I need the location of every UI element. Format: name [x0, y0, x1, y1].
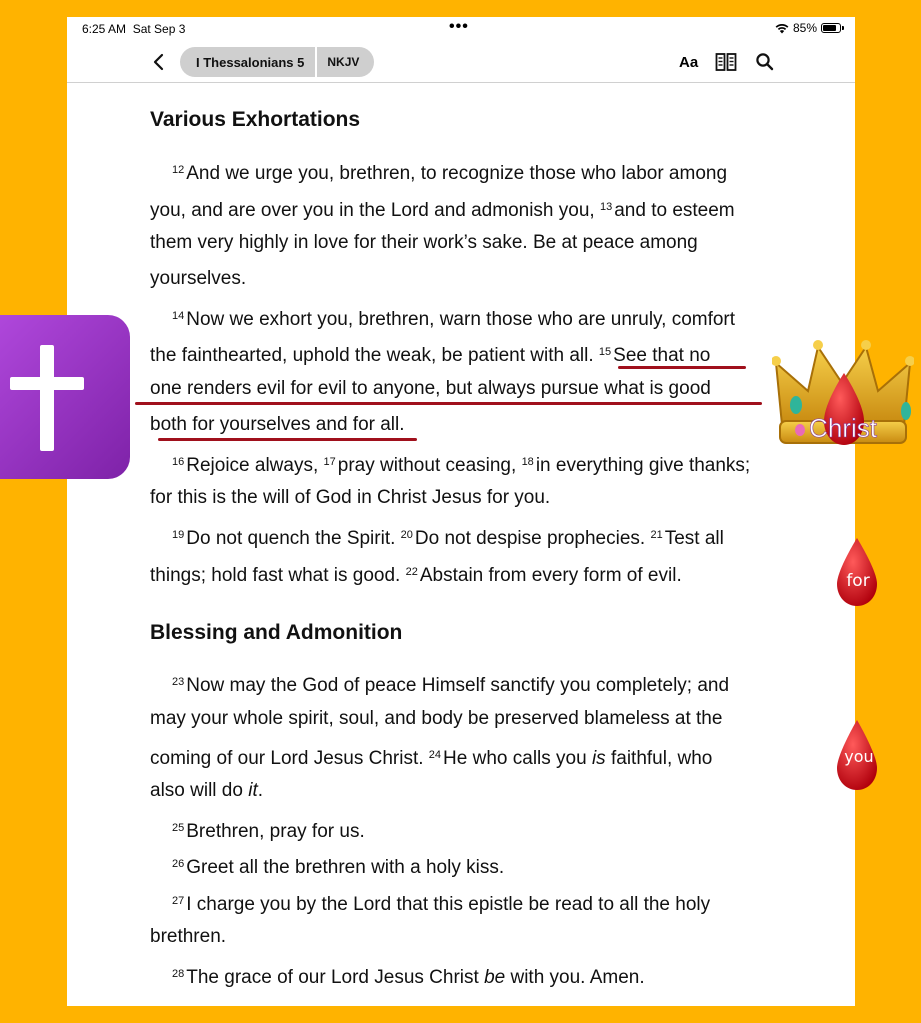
drop-label-you: you — [844, 747, 874, 766]
verse-line: the fainthearted, uphold the weak, be patient with all. $^{15}$ See that no — [150, 345, 711, 366]
verse-number[interactable]: 15 — [598, 346, 612, 358]
verse-line: coming of our Lord Jesus Christ. $^{24}$ He who calls you is faithful, who — [150, 748, 713, 769]
verse-number[interactable]: 12 — [172, 164, 185, 176]
verse-line: may your whole spirit, soul, and body be preserved blameless at the — [150, 708, 723, 729]
blood-drop-sticker-icon — [834, 536, 880, 608]
verse-line: $^{16}$ Rejoice always, $^{17}$ pray without ceasing, $^{18}$ in everything give thanks; — [172, 455, 751, 476]
reader-page — [67, 17, 855, 1006]
battery-percent: 85% — [792, 21, 817, 35]
verse-number[interactable]: 18 — [521, 456, 534, 468]
verse-number[interactable]: 23 — [172, 676, 185, 688]
verse-number[interactable]: 13 — [599, 201, 613, 213]
parallel-view-icon[interactable] — [715, 52, 737, 72]
verse-line: $^{23}$ Now may the God of peace Himself sanctify you completely; and — [172, 675, 730, 696]
verse-line: $^{27}$ I charge you by the Lord that this epistle be read to all the holy — [172, 894, 711, 915]
section-heading: Various Exhortations — [150, 108, 361, 131]
verse-number[interactable]: 19 — [172, 529, 185, 541]
verse-number[interactable]: 28 — [172, 968, 185, 980]
verse-line: $^{26}$ Greet all the brethren with a holy kiss. — [172, 857, 505, 878]
verse-number[interactable]: 16 — [172, 456, 185, 468]
verse-line: things; hold fast what is good. $^{22}$ Abstain from every form of evil. — [150, 565, 682, 586]
battery-icon — [821, 23, 841, 33]
verse-line: both for yourselves and for all. — [150, 414, 405, 435]
status-bar — [67, 17, 855, 43]
verse-line: $^{12}$ And we urge you, brethren, to recognize those who labor among — [172, 163, 728, 184]
verse-line: $^{19}$ Do not quench the Spirit. $^{20}$ Do not despise prophecies. $^{21}$ Test all — [172, 528, 724, 549]
book-chapter-button[interactable]: I Thessalonians 5 — [196, 54, 305, 70]
underline-annotation — [158, 438, 417, 441]
verse-number[interactable]: 27 — [172, 895, 185, 907]
verse-number[interactable]: 21 — [650, 529, 663, 541]
verse-line: you, and are over you in the Lord and admonish you, $^{13}$ and to esteem — [150, 200, 735, 221]
verse-line: $^{25}$ Brethren, pray for us. — [172, 821, 365, 842]
verse-number[interactable]: 17 — [323, 456, 336, 468]
battery-fill — [823, 25, 836, 31]
verse-line: one renders evil for evil to anyone, but always pursue what is good — [150, 378, 711, 399]
section-heading: Blessing and Admonition — [150, 621, 403, 644]
verse-line: them very highly in love for their work’s sake. Be at peace among — [150, 232, 698, 253]
blood-drop-sticker-icon — [834, 718, 880, 792]
font-settings-button[interactable]: Aa — [679, 54, 699, 71]
search-icon[interactable] — [755, 52, 775, 72]
version-button[interactable]: NKJV — [327, 55, 360, 69]
crown-label: Christ — [809, 413, 877, 443]
verse-line: $^{14}$ Now we exhort you, brethren, warn those who are unruly, comfort — [172, 309, 736, 330]
underline-annotation — [135, 402, 762, 405]
back-chevron-icon[interactable] — [149, 50, 171, 74]
verse-line: $^{28}$ The grace of our Lord Jesus Christ be with you. Amen. — [172, 967, 645, 988]
verse-number[interactable]: 22 — [405, 566, 418, 578]
verse-line: also will do it. — [150, 780, 263, 801]
verse-number[interactable]: 25 — [172, 822, 185, 834]
verse-line: yourselves. — [150, 268, 247, 289]
verse-number[interactable]: 14 — [172, 310, 185, 322]
underline-annotation — [618, 366, 746, 369]
verse-number[interactable]: 24 — [428, 749, 442, 761]
cross-sticker-icon — [0, 315, 130, 479]
verse-line: brethren. — [150, 926, 227, 947]
multitasking-dots[interactable]: ••• — [449, 18, 469, 35]
crown-sticker-icon — [772, 333, 914, 461]
status-right — [775, 21, 841, 35]
wifi-icon — [775, 23, 789, 34]
reader-toolbar — [67, 43, 855, 83]
verse-number[interactable]: 26 — [172, 858, 185, 870]
verse-number[interactable]: 20 — [400, 529, 413, 541]
verse-line: for this is the will of God in Christ Jesus for you. — [150, 487, 551, 508]
passage-selector — [180, 47, 374, 77]
drop-label-for: for — [846, 571, 870, 591]
status-time: 6:25 AM Sat Sep 3 — [82, 22, 186, 36]
